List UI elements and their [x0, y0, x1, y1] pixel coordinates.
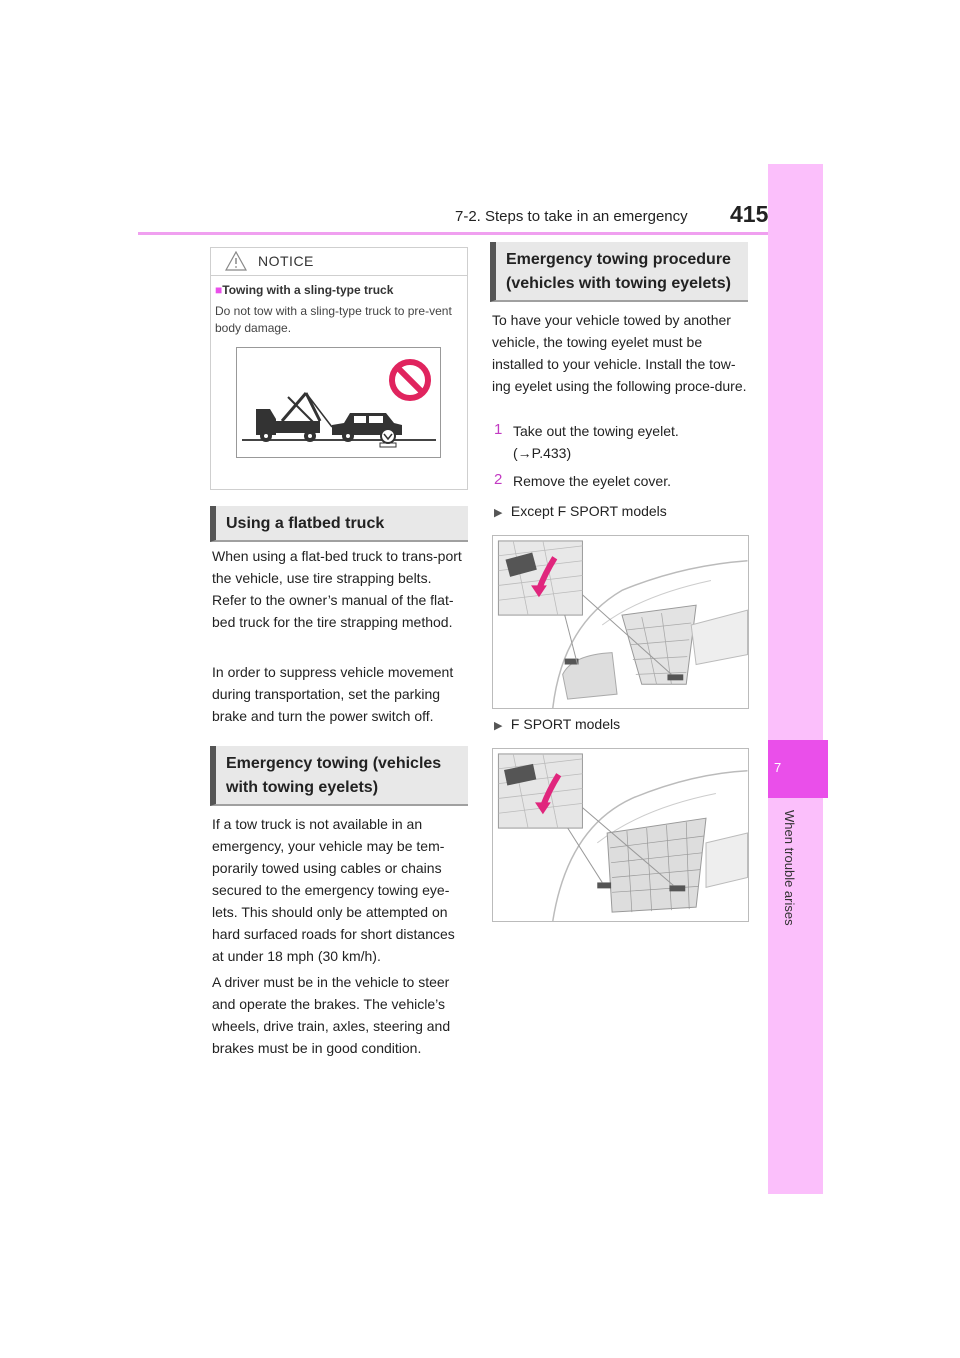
section-header: 7-2. Steps to take in an emergency: [455, 208, 688, 225]
eyelet-cover-illustration-standard: [492, 535, 749, 709]
warning-triangle-icon: [225, 251, 247, 271]
section-heading-emergency-towing: Emergency towing (vehicles with towing eyelets): [210, 746, 468, 806]
header-rule: [138, 232, 768, 235]
step-1: [492, 420, 748, 464]
bullet-except-f-sport: ▶ Except F SPORT models: [494, 503, 667, 519]
emergency-paragraph-2: A driver must be in the vehicle to steer and operate the brakes. The vehicle’s wheels, drive train, axles, steering and brakes must be in good condition.: [212, 974, 451, 1056]
flatbed-paragraph-1: When using a flat-bed truck to trans-port the vehicle, use tire strapping belts. Refer to the owner’s manual of the flat-bed truck for the tire strapping method.: [212, 548, 462, 630]
step-2-number: 2: [494, 471, 503, 488]
eyelet-cover-illustration-f-sport: [492, 748, 749, 922]
step-1-number: 1: [494, 421, 503, 438]
page-number: 415: [730, 201, 769, 227]
section-heading-flatbed: Using a flatbed truck: [210, 506, 468, 542]
notice-header: [211, 248, 467, 276]
emergency-paragraph-1: If a tow truck is not available in an emergency, your vehicle may be tem-porarily towed using cables or chains secured to the emergency towing eye-lets. This should only be attempted on hard surfaced roads for short distances at under 18 mph (30 km/h).: [212, 816, 455, 964]
notice-subheading: ■Towing with a sling-type truck: [215, 283, 394, 297]
step-2-text: Remove the eyelet cover.: [513, 473, 671, 489]
sling-tow-illustration: [236, 347, 441, 458]
bullet-f-sport: ▶ F SPORT models: [494, 716, 621, 732]
flatbed-paragraph-2: In order to suppress vehicle movement during transportation, set the parking brake and turn the power switch off.: [212, 664, 454, 724]
step-2: [492, 470, 748, 492]
chapter-side-strip: [768, 164, 823, 1194]
triangle-bullet-icon: ▶: [494, 507, 503, 519]
notice-body: Do not tow with a sling-type truck to pre-vent body damage.: [215, 304, 452, 335]
section-heading-towing-procedure: Emergency towing procedure (vehicles with towing eyelets): [490, 242, 748, 302]
procedure-intro: To have your vehicle towed by another vehicle, the towing eyelet must be installed to your vehicle. Install the tow-ing eyelet using the following proce-dure.: [492, 312, 747, 394]
triangle-bullet-icon: ▶: [494, 720, 503, 732]
step-1-page-ref: (→P.433): [513, 445, 572, 461]
chapter-title: When trouble arises: [782, 810, 797, 926]
magenta-square-icon: ■: [215, 283, 223, 297]
notice-title: NOTICE: [258, 253, 314, 269]
chapter-number: 7: [774, 760, 782, 775]
step-1-text: Take out the towing eyelet.: [513, 423, 679, 439]
